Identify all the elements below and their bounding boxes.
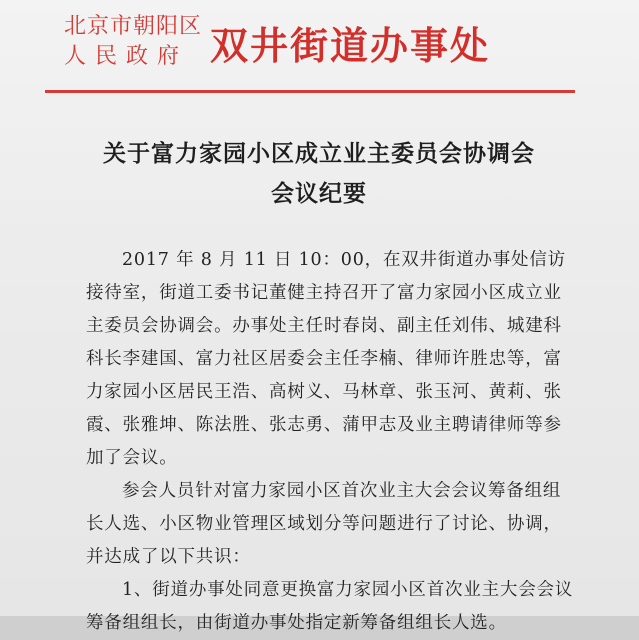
document-title-line1: 关于富力家园小区成立业主委员会协调会 [103, 140, 535, 167]
issuing-government-line1: 北京市朝阳区 [64, 14, 203, 39]
body-paragraph-3: 1、街道办事处同意更换富力家园小区首次业主大会会议筹备组组长，由街道办事处指定新筹备组组长人选。 [86, 580, 574, 633]
issuing-office-name: 双井街道办事处 [210, 23, 491, 68]
letterhead [64, 12, 584, 82]
issuing-government [64, 12, 202, 72]
document-title [64, 134, 574, 214]
document-title-line2: 会议纪要 [271, 180, 367, 207]
body-paragraph-2: 参会人员针对富力家园小区首次业主大会会议筹备组组长人选、小区物业管理区域划分等问题进行了讨论、协调，并达成了以下共识： [86, 481, 562, 567]
body-paragraph-1: 2017 年 8 月 11 日 10：00，在双井街道办事处信访接待室，街道工委书记董健主持召开了富力家园小区成立业主委员会协调会。办事处主任时春岗、副主任刘伟、城建科科长李建国、富力社区居委会主任李楠、律师许胜忠等，富力家园小区居民王浩、高树义、马林章、张玉河、黄莉、张霞、张雅坤、陈法胜、张志勇、蒲甲志及业主聘请律师等参加了会议。 [86, 250, 566, 468]
document-body [86, 244, 576, 640]
issuing-government-line2: 人民政府 [64, 44, 189, 69]
letterhead-red-rule [45, 90, 575, 93]
